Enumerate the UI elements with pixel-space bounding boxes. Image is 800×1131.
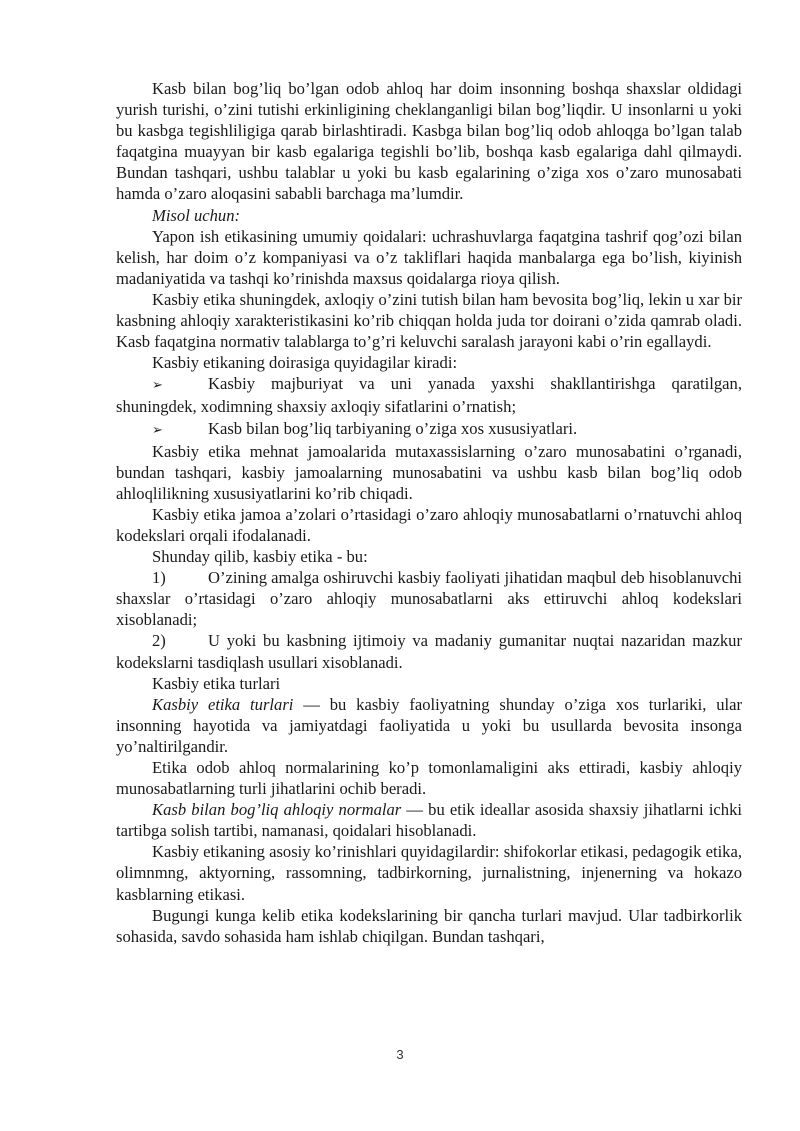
- paragraph: Kasbiy etika mehnat jamoalarida mutaxassislarning o’zaro munosabatini o’rganadi, bundan tashqari, kasbiy jamoalarning munosabatini va ushbu kasb bilan bog’liq odob ahloqlilikning xususiyatlarini ko’rib chiqadi.: [116, 441, 742, 503]
- arrow-bullet-icon: ➢: [152, 422, 163, 438]
- term: Kasbiy etika turlari: [152, 694, 294, 714]
- paragraph: Kasbiy etikaning doirasiga quyidagilar kiradi:: [152, 353, 458, 373]
- paragraph: Yapon ish etikasining umumiy qoidalari: uchrashuvlarga faqatgina tashrif qog’ozi bilan kelish, har doim o’z kompaniyasi va o’z takliflari haqida manbalarga ega bo’lish, kiyinish madaniyatida va tashqi ko’rinishda maxsus qoidalarga rioya qilish.: [116, 226, 742, 288]
- paragraph: Bugungi kunga kelib etika kodekslarining bir qancha turlari mavjud. Ular tadbirkorlik sohasida, savdo sohasida ham ishlab chiqilgan. Bundan tashqari,: [116, 905, 742, 946]
- paragraph: Kasbiy etika jamoa a’zolari o’rtasidagi o’zaro ahloqiy munosabatlarni o’rnatuvchi ahloq kodekslari orqali ifodalanadi.: [116, 504, 742, 545]
- numbered-item: [116, 567, 742, 630]
- section-heading: Kasbiy etika turlari: [152, 673, 281, 693]
- page-number: 3: [396, 1047, 404, 1062]
- item-text: O’zining amalga oshiruvchi kasbiy faoliyati jihatidan maqbul deb hisoblanuvchi shaxslar o’rtasidagi o’zaro ahloqiy munosabatlarni aks ettiruvchi ahloq kodekslari xisoblanadi;: [116, 568, 742, 630]
- item-number: 2): [152, 631, 166, 651]
- term: Kasb bilan bog’liq ahloqiy normalar: [152, 800, 402, 820]
- example-heading: [116, 205, 742, 226]
- paragraph: Kasbiy etika shuningdek, axloqiy o’zini tutish bilan ham bevosita bog’liq, lekin u xar bir kasbning ahloqiy xarakteristikasini ko’rib chiqqan holda juda tor doirani o’zida qamrab oladi. Kasb faqatgina normativ talablarga to’g’ri keluvchi saralash jarayoni kabi o’rin egallaydi.: [116, 289, 742, 352]
- paragraph: [116, 799, 742, 841]
- paragraph: Etika odob ahloq normalarining ko’p tomonlamaligini aks ettiradi, kasbiy ahloqiy munosabatlarning turli jihatlarini ochib beradi.: [116, 758, 742, 799]
- paragraph: Kasb bilan bog’liq bo’lgan odob ahloq har doim insonning boshqa shaxslar oldidagi yurish turishi, o’zini tutishi erkinligining cheklanganligi bilan bog’liqdir. U insonlarni u yoki bu kasbga tegishliligiga qarab birlashtiradi. Kasbga bilan bog’liq odob ahloqga bo’lgan talab faqatgina muayyan bir kasb egalariga tegishli bo’lib, boshqa kasb egalariga dahl qilmaydi. Bundan tashqari, ushbu talablar u yoki bu kasb egalarining o’ziga xos o’zaro munosabati hamda o’zaro aloqasini sababli barchaga ma’lumdir.: [116, 79, 742, 204]
- bullet-text: Kasbiy majburiyat va uni yanada yaxshi shakllantirishga qaratilgan, shuningdek, xodimning shaxsiy axloqiy sifatlarini o’rnatish;: [116, 374, 742, 417]
- item-number: 1): [152, 568, 166, 588]
- paragraph: [116, 694, 742, 757]
- example-label: Misol uchun:: [152, 205, 241, 225]
- item-text: U yoki bu kasbning ijtimoiy va madaniy gumanitar nuqtai nazaridan mazkur kodekslarni tasdiqlash usullari xisoblanadi.: [116, 631, 742, 672]
- paragraph: Kasbiy etikaning asosiy ko’rinishlari quyidagilardir: shifokorlar etikasi, pedagogik etika, olimnmng, aktyorning, rassomning, tadbirkorning, jurnalistning, injenerning va hokazo kasblarning etikasi.: [116, 842, 742, 904]
- definition: — bu kasbiy faoliyatning shunday o’ziga xos turlariki, ular insonning hayotida va jamiyatdagi faoliyatida u yoki bu usullarda bevosita insonga yo’naltirilgandir.: [116, 694, 743, 756]
- bullet-text: Kasb bilan bog’liq tarbiyaning o’ziga xos xususiyatlari.: [208, 418, 578, 438]
- paragraph: Shunday qilib, kasbiy etika - bu:: [152, 547, 368, 567]
- bullet-item: [116, 418, 742, 441]
- arrow-bullet-icon: ➢: [152, 378, 163, 394]
- bullet-item: [116, 373, 742, 417]
- document-page: [116, 78, 742, 947]
- definition: — bu etik ideallar asosida shaxsiy jihatlarni ichki tartibga solish tartibi, namanasi, qoidalari hisoblanadi.: [116, 800, 742, 841]
- numbered-item: [116, 630, 742, 672]
